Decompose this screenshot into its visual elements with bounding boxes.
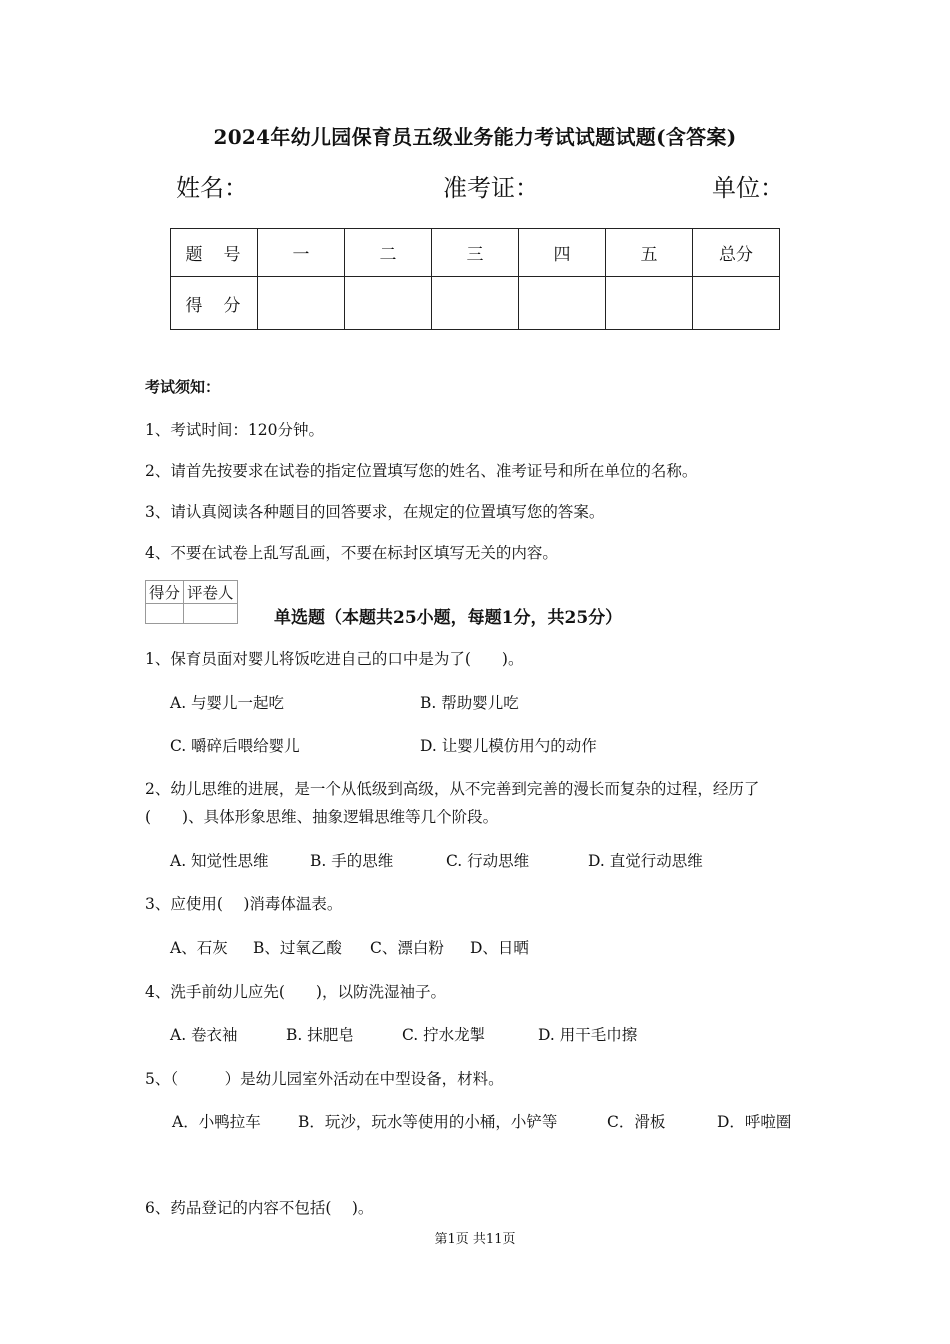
option-c: C. 行动思维 bbox=[446, 852, 530, 870]
option-d: D. 让婴儿模仿用勺的动作 bbox=[420, 737, 597, 755]
page-title: 2024年幼儿园保育员五级业务能力考试试题试题(含答案) bbox=[213, 125, 737, 149]
option-c: C．滑板 bbox=[607, 1113, 666, 1131]
score-table-header-cell: 三 bbox=[432, 229, 519, 277]
option-c: C. 嚼碎后喂给婴儿 bbox=[170, 737, 300, 755]
option-d: D、日晒 bbox=[470, 939, 529, 957]
option-b: B. 帮助婴儿吃 bbox=[420, 694, 519, 712]
option-c: C、漂白粉 bbox=[370, 939, 444, 957]
question-stem: 4、洗手前幼儿应先( )，以防洗湿袖子。 bbox=[145, 983, 446, 1001]
grader-reviewer-cell[interactable] bbox=[184, 604, 238, 624]
section-title: 单选题（本题共25小题，每题1分，共25分） bbox=[274, 608, 623, 628]
grader-score-label: 得分 bbox=[146, 581, 184, 604]
unit-label: 单位： bbox=[712, 174, 784, 202]
name-label: 姓名： bbox=[176, 174, 248, 202]
score-input-cell[interactable] bbox=[345, 277, 432, 330]
notice-item: 4、不要在试卷上乱写乱画，不要在标封区填写无关的内容。 bbox=[145, 544, 558, 562]
notice-item: 1、考试时间：120分钟。 bbox=[145, 421, 324, 439]
score-table-header-cell: 五 bbox=[606, 229, 693, 277]
notice-item: 3、请认真阅读各种题目的回答要求，在规定的位置填写您的答案。 bbox=[145, 503, 605, 521]
option-b: B．玩沙，玩水等使用的小桶，小铲等 bbox=[298, 1113, 558, 1131]
question-stem-cont: ( )、具体形象思维、抽象逻辑思维等几个阶段。 bbox=[145, 808, 499, 826]
score-input-cell[interactable] bbox=[606, 277, 693, 330]
option-a: A. 知觉性思维 bbox=[170, 852, 269, 870]
score-table-header-cell: 总分 bbox=[693, 229, 780, 277]
grader-reviewer-label: 评卷人 bbox=[184, 581, 238, 604]
option-b: B. 抹肥皂 bbox=[286, 1026, 354, 1044]
score-table-header-cell: 四 bbox=[519, 229, 606, 277]
score-input-cell[interactable] bbox=[693, 277, 780, 330]
question-stem: 2、幼儿思维的进展，是一个从低级到高级，从不完善到完善的漫长而复杂的过程，经历了 bbox=[145, 780, 760, 798]
notice-title: 考试须知： bbox=[145, 378, 221, 396]
score-table-score-row bbox=[171, 277, 780, 330]
option-a: A. 卷衣袖 bbox=[170, 1026, 238, 1044]
option-d: D．呼啦圈 bbox=[717, 1113, 792, 1131]
option-d: D. 用干毛巾擦 bbox=[538, 1026, 638, 1044]
option-a: A、石灰 bbox=[170, 939, 228, 957]
score-input-cell[interactable] bbox=[432, 277, 519, 330]
question-stem: 3、应使用( )消毒体温表。 bbox=[145, 895, 343, 913]
option-d: D. 直觉行动思维 bbox=[588, 852, 703, 870]
score-table bbox=[170, 228, 780, 330]
question-stem: 1、保育员面对婴儿将饭吃进自己的口中是为了( )。 bbox=[145, 650, 524, 668]
grader-box bbox=[145, 580, 238, 624]
score-table-header-cell: 题 号 bbox=[171, 229, 258, 277]
score-input-cell[interactable] bbox=[258, 277, 345, 330]
option-c: C. 拧水龙掣 bbox=[402, 1026, 486, 1044]
question-stem: 6、药品登记的内容不包括( )。 bbox=[145, 1199, 374, 1217]
page-footer: 第1页 共11页 bbox=[434, 1232, 516, 1247]
question-stem: 5、（ ）是幼儿园室外活动在中型设备，材料。 bbox=[145, 1070, 504, 1088]
option-b: B. 手的思维 bbox=[310, 852, 394, 870]
notice-item: 2、请首先按要求在试卷的指定位置填写您的姓名、准考证号和所在单位的名称。 bbox=[145, 462, 698, 480]
score-table-header-cell: 二 bbox=[345, 229, 432, 277]
option-a: A. 与婴儿一起吃 bbox=[170, 694, 285, 712]
score-table-header-cell: 一 bbox=[258, 229, 345, 277]
score-table-header-row bbox=[171, 229, 780, 277]
option-a: A．小鸭拉车 bbox=[172, 1113, 261, 1131]
score-input-cell[interactable] bbox=[519, 277, 606, 330]
grader-score-cell[interactable] bbox=[146, 604, 184, 624]
option-b: B、过氧乙酸 bbox=[253, 939, 342, 957]
ticket-label: 准考证： bbox=[443, 174, 539, 202]
score-row-label: 得 分 bbox=[171, 277, 258, 330]
